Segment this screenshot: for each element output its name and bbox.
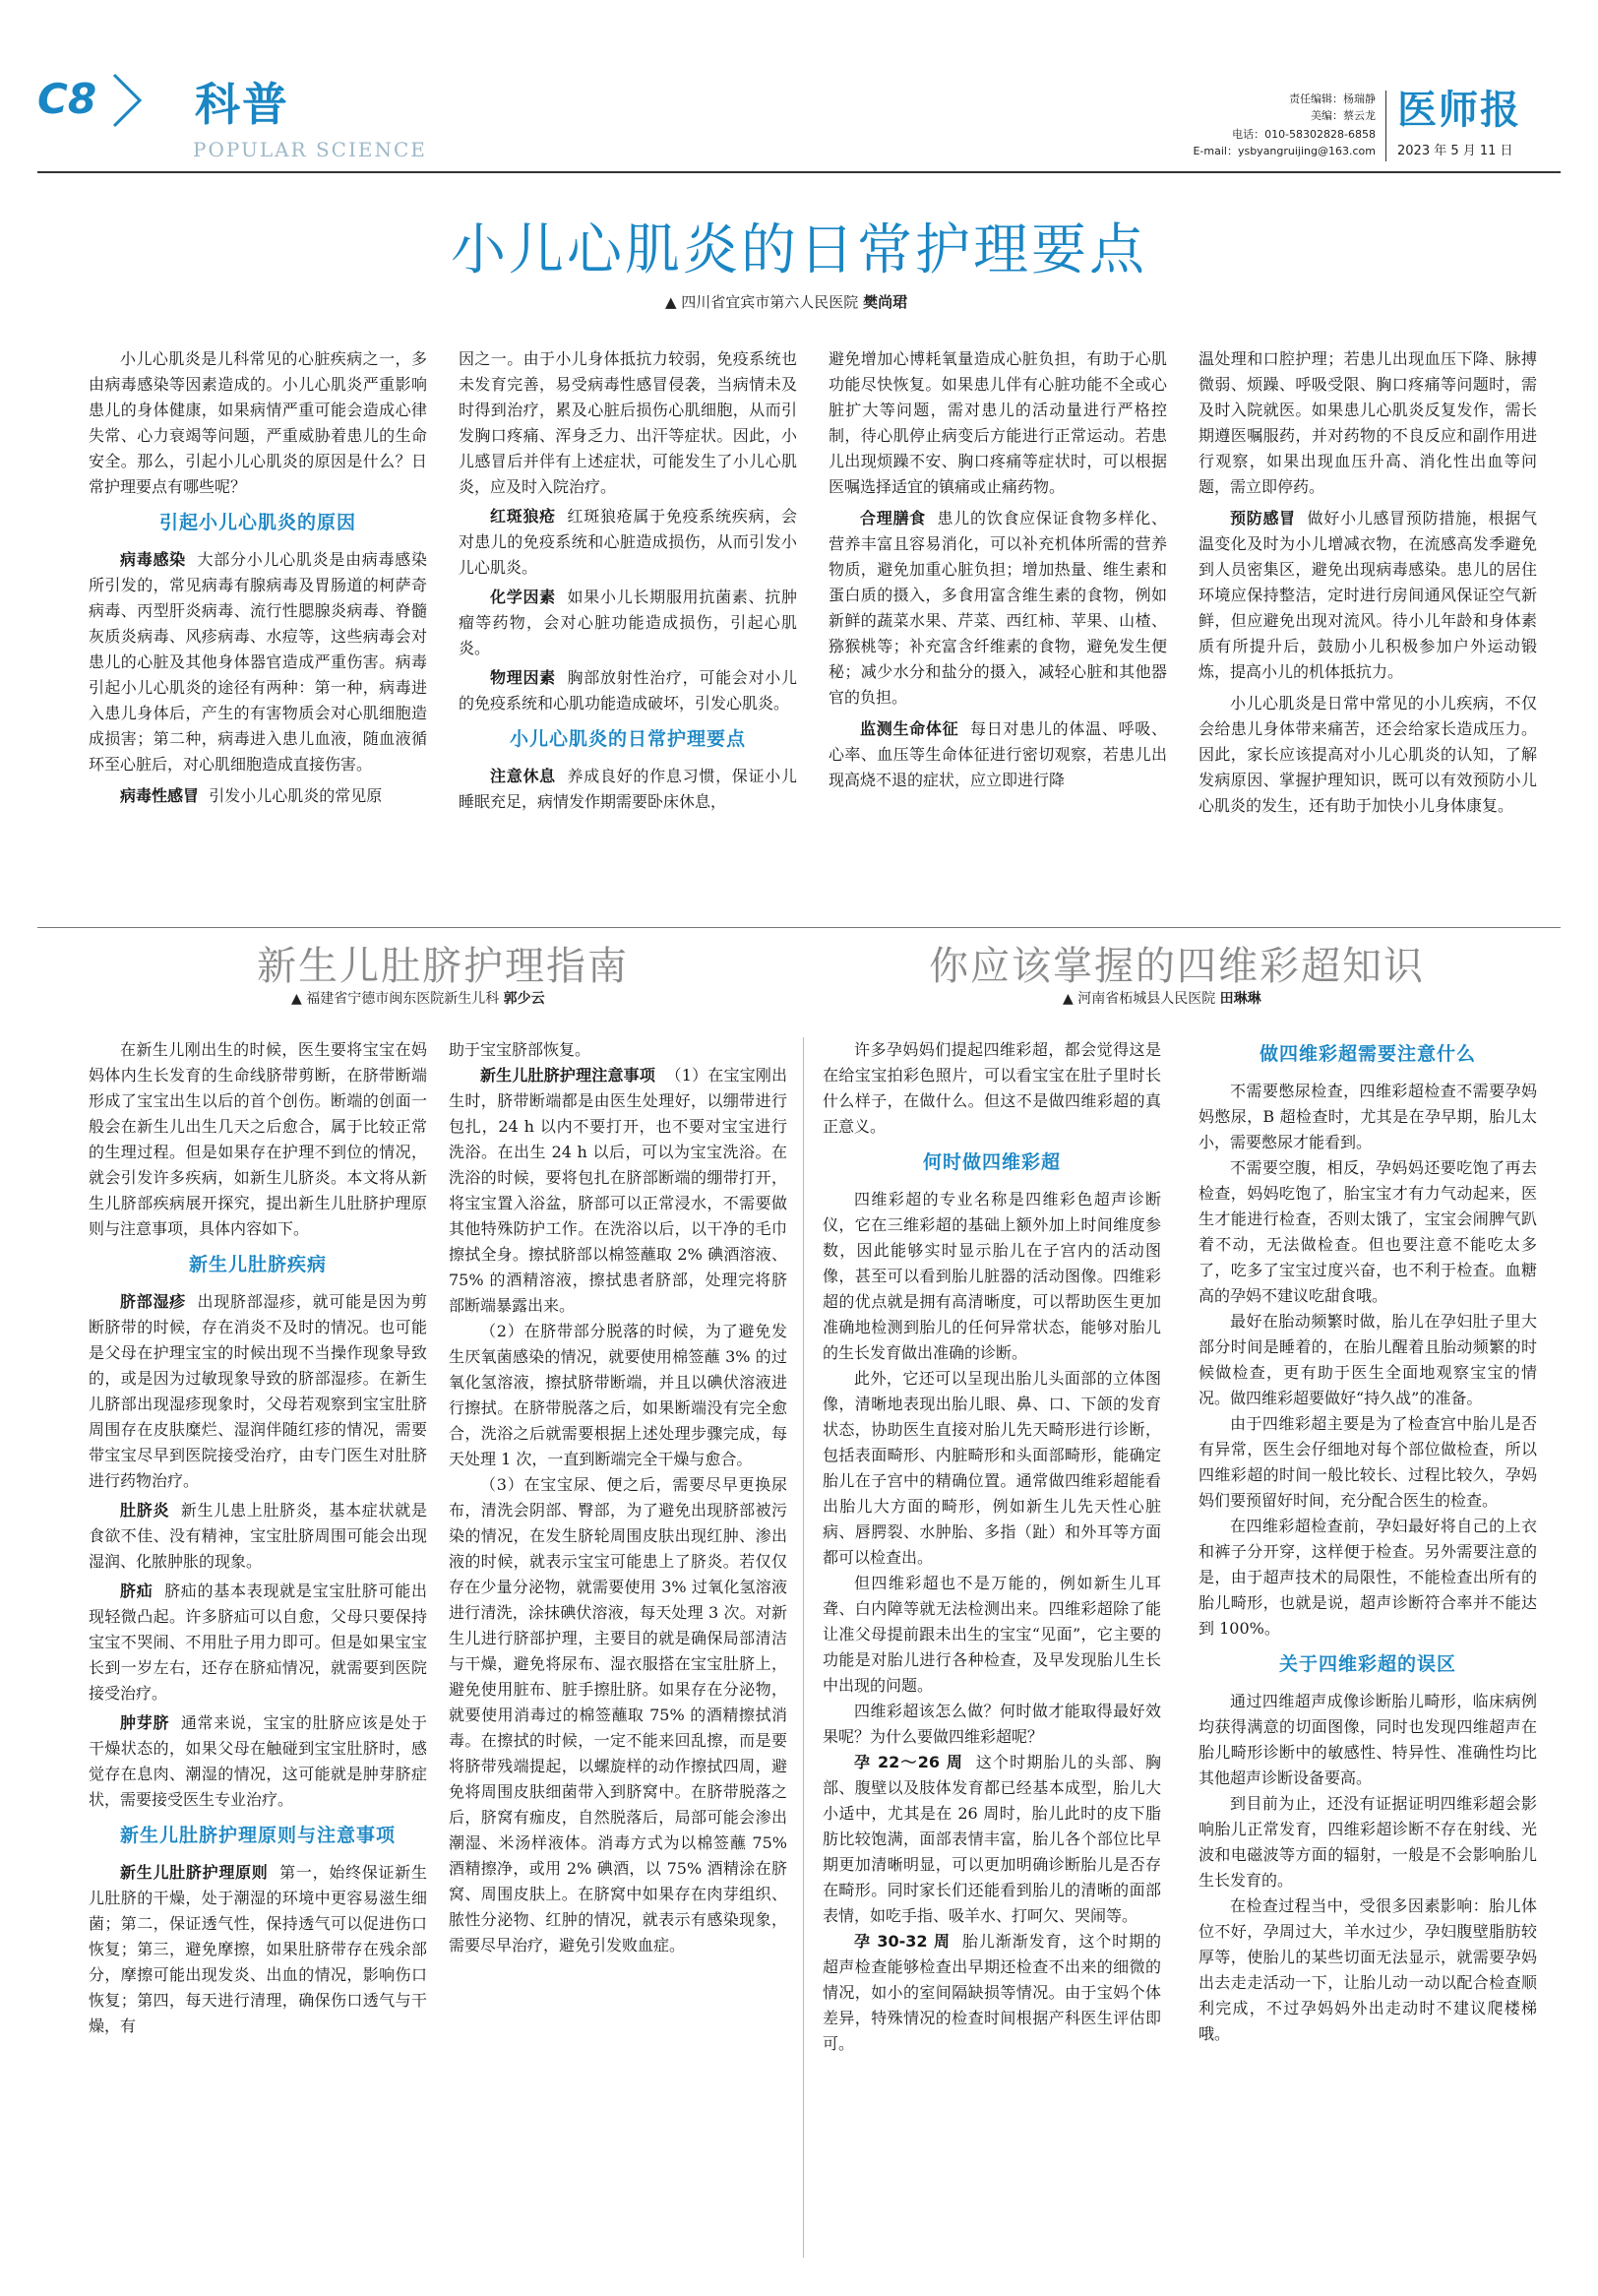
keyword: 肿芽脐 — [120, 1713, 170, 1732]
section-title: 科普 — [195, 78, 289, 131]
article-separator — [803, 1037, 804, 2258]
section-heading: 新生儿肚脐护理原则与注意事项 — [119, 1825, 396, 1846]
a3-column-1 — [823, 1037, 1161, 2057]
article-byline — [1063, 988, 1261, 1008]
paragraph — [1198, 506, 1537, 685]
a2-column-1 — [89, 1037, 427, 2039]
paragraph: 不需要空腹，相反，孕妈妈还要吃饱了再去检查，妈妈吃饱了，胎宝宝才有力气动起来，医生才能进行检查，否则太饿了，宝宝会闹脾气趴着不动，无法做检查。但也要注意不能吃太多了，吃多了宝宝过度兴奋，也不利于检查。血糖高的孕妈不建议吃甜食哦。 — [1198, 1158, 1537, 1305]
paragraph: 最好在胎动频繁时做，胎儿在孕妇肚子里大部分时间是睡着的，在胎儿醒着且胎动频繁的时候做检查，更有助于医生全面地观察宝宝的情况。做四维彩超要做好“持久战”的准备。 — [1198, 1312, 1537, 1407]
article-divider — [37, 927, 1561, 928]
text: （1）在宝宝刚出生时，脐带断端都是由医生处理好，以绷带进行包扎，24 h 以内不要打开，也不要对宝宝进行洗浴。在出生 24 h 以后，可以为宝宝洗浴。在洗浴的时候，要将包扎在脐部断端的绷带打开，将宝宝置入浴盆，脐部可以正常浸水，不需要做其他特殊防护工作。在洗浴以后，以干净的毛巾擦拭全身。擦拭脐部以棉签蘸取 2% 碘酒溶液、75% 的酒精溶液，擦拭患者脐部，处理完将脐部断端暴露出来。 — [449, 1066, 787, 1315]
keyword: 合理膳食 — [860, 509, 926, 527]
paragraph — [459, 665, 797, 716]
text: 通常来说，宝宝的肚脐应该是处于干燥状态的，如果父母在触碰到宝宝肚脐时，感觉存在息肉、潮湿的情况，这可能就是肿芽脐症状，需要接受医生专业治疗。 — [89, 1713, 427, 1809]
text: 患儿的饮食应保证食物多样化、营养丰富且容易消化，可以补充机体所需的营养物质，避免加重心脏负担；增加热量、维生素和蛋白质的摄入，多食用富含维生素的食物，例如新鲜的蔬菜水果、芹菜、西红柿、苹果、山楂、猕猴桃等；补充富含纤维素的食物，避免发生便秘；减少水分和盐分的摄入，减轻心脏和其他器官的负担。 — [829, 509, 1167, 707]
keyword: 物理因素 — [490, 668, 556, 687]
keyword: 肚脐炎 — [120, 1501, 170, 1520]
paragraph — [459, 764, 797, 815]
text: 胸部放射性治疗，可能会对小儿的免疫系统和心肌功能造成破坏，引发心肌炎。 — [459, 668, 797, 713]
byline-author: 樊尚珺 — [863, 293, 908, 311]
paragraph — [823, 1750, 1161, 1929]
article-title: 你应该掌握的四维彩超知识 — [929, 944, 1425, 989]
text: 出现脐部湿疹，就可能是因为剪断脐带的时候，存在消炎不及时的情况。也可能是父母在护理宝宝的时候出现不当操作现象导致的，或是因为过敏现象导致的脐部湿疹。在新生儿脐部出现湿疹现象时，父母若观察到宝宝肚脐周围存在皮肤糜烂、湿润伴随红疹的情况，需要带宝宝尽早到医院接受治疗，由专门医生对肚脐进行药物治疗。 — [89, 1292, 427, 1490]
designer-credit: 美编：蔡云龙 — [1311, 109, 1376, 122]
keyword: 监测生命体征 — [860, 719, 959, 738]
issue-date: 2023 年 5 月 11 日 — [1397, 144, 1513, 158]
header-rule — [37, 171, 1561, 173]
paragraph: 到目前为止，还没有证据证明四维彩超会影响胎儿正常发育，四维彩超诊断不存在射线、光波和电磁波等方面的辐射，一般是不会影响胎儿生长发育的。 — [1198, 1794, 1537, 1890]
paragraph: 避免增加心博耗氧量造成心脏负担，有助于心肌功能尽快恢复。如果患儿伴有心脏功能不全或心脏扩大等问题，需对患儿的活动量进行严格控制，待心肌停止病变后方能进行正常运动。若患儿出现烦躁不安、胸口疼痛等症状时，可以根据医嘱选择适宜的镇痛或止痛药物。 — [829, 349, 1167, 496]
byline-affiliation: ▲ 福建省宁德市闽东医院新生儿科 — [291, 991, 500, 1007]
text: 如果小儿长期服用抗菌素、抗肿瘤等药物，会对心脏功能造成损伤，引起心肌炎。 — [459, 588, 797, 657]
contact-email: E-mail：ysbyangruijing@163.com — [1193, 145, 1376, 157]
paragraph: 但四维彩超也不是万能的，例如新生儿耳聋、白内障等就无法检测出来。四维彩超除了能让准父母提前跟未出生的宝宝“见面”，它主要的功能是对胎儿进行各种检查，及早发现胎儿生长中出现的问题。 — [823, 1574, 1161, 1695]
keyword: 预防感冒 — [1230, 509, 1296, 527]
keyword: 新生儿肚脐护理注意事项 — [480, 1066, 655, 1085]
paragraph: （3）在宝宝尿、便之后，需要尽早更换尿布，清洗会阴部、臀部，为了避免出现脐部被污染的情况，在发生脐轮周围皮肤出现红肿、渗出液的时候，就表示宝宝可能患上了脐炎。若仅仅存在少量分泌物，就需要使用 3% 过氧化氢溶液进行清洗，涂抹碘伏溶液，每天处理 3 次。对新生儿进行脐部护理，主要目的就是确保局部清洁与干燥，避免将尿布、湿衣服搭在宝宝肚脐上，避免使用脏布、脏手擦肚脐。如果存在分泌物，就要使用消毒过的棉签蘸取 75% 的酒精擦拭消毒。在擦拭的时候，一定不能来回乱擦，而是要将脐带残端提起，以螺旋样的动作擦拭四周，避免将周围皮肤细菌带入到脐窝中。在脐带脱落之后，脐窝有痂皮，自然脱落后，局部可能会渗出潮湿、米汤样液体。消毒方式为以棉签蘸 75% 酒精擦净，或用 2% 碘酒，以 75% 酒精涂在脐窝、周围皮肤上。在脐窝中如果存在肉芽组织、脓性分泌物、红肿的情况，就表示有感染现象，需要尽早治疗，避免引发败血症。 — [449, 1475, 787, 1955]
byline-author: 郭少云 — [503, 991, 545, 1007]
byline-author: 田琳琳 — [1219, 991, 1261, 1007]
article-byline — [665, 291, 907, 312]
paragraph — [823, 1929, 1161, 2057]
section-heading: 引起小儿心肌炎的原因 — [158, 512, 356, 533]
text: 脐疝的基本表现就是宝宝肚脐可能出现轻微凸起。许多脐疝可以自愈，父母只要保持宝宝不哭闹、不用肚子用力即可。但是如果宝宝长到一岁左右，还存在脐疝情况，就需要到医院接受治疗。 — [89, 1582, 427, 1703]
a1-column-4 — [1198, 346, 1537, 819]
paragraph: 在四维彩超检查前，孕妇最好将自己的上衣和裤子分开穿，这样便于检查。另外需要注意的是，由于超声技术的局限性，不能检查出所有的胎儿畸形，也就是说，超声诊断符合率并不能达到 100%。 — [1198, 1517, 1537, 1638]
a1-column-3 — [829, 346, 1167, 793]
paragraph — [89, 783, 427, 809]
text: 红斑狼疮属于免疫系统疾病，会对患儿的免疫系统和心脏造成损伤，从而引发小儿心肌炎。 — [459, 507, 797, 577]
paragraph: 通过四维超声成像诊断胎儿畸形，临床病例均获得满意的切面图像，同时也发现四维超声在胎儿畸形诊断中的敏感性、特异性、准确性均比其他超声诊断设备要高。 — [1198, 1692, 1537, 1787]
section-subtitle: POPULAR SCIENCE — [193, 138, 427, 161]
text: 养成良好的作息习惯，保证小儿睡眠充足，病情发作期需要卧床休息， — [459, 767, 797, 811]
paragraph: 在检查过程当中，受很多因素影响：胎儿体位不好，孕周过大，羊水过少，孕妇腹壁脂肪较厚等，使胎儿的某些切面无法显示，就需要孕妈出去走走活动一下，让胎儿动一动以配合检查顺利完成，不过孕妈妈外出走动时不建议爬楼梯哦。 — [1198, 1896, 1537, 2043]
a2-column-2 — [449, 1037, 787, 1958]
keyword: 注意休息 — [490, 767, 556, 785]
paragraph: 温处理和口腔护理；若患儿出现血压下降、脉搏微弱、烦躁、呼吸受限、胸口疼痛等问题时，需及时入院就医。如果患儿心肌炎反复发作，需长期遵医嘱服药，并对药物的不良反应和副作用进行观察，如果出现血压升高、消化性出血等问题，需立即停药。 — [1198, 349, 1537, 496]
paragraph — [89, 1860, 427, 2039]
byline-affiliation: ▲ 四川省宜宾市第六人民医院 — [665, 293, 859, 311]
paragraph: 由于四维彩超主要是为了检查宫中胎儿是否有异常，医生会仔细地对每个部位做检查，所以四维彩超的时间一般比较长、过程比较久，孕妈妈们要预留好时间，充分配合医生的检查。 — [1198, 1414, 1537, 1510]
article-title: 小儿心肌炎的日常护理要点 — [451, 218, 1147, 282]
paragraph: 此外，它还可以呈现出胎儿头面部的立体图像，清晰地表现出胎儿眼、鼻、口、下颌的发育状态，协助医生直接对胎儿先天畸形进行诊断，包括表面畸形、内脏畸形和头面部畸形，能确定胎儿在子宫中的精确位置。通常做四维彩超能看出胎儿大方面的畸形，例如新生儿先天性心脏病、唇腭裂、水肿胎、多指（趾）和外耳等方面都可以检查出。 — [823, 1369, 1161, 1567]
article-byline — [291, 988, 545, 1008]
keyword: 红斑狼疮 — [490, 507, 556, 526]
paragraph: 不需要憋尿检查，四维彩超检查不需要孕妈妈憋尿，B 超检查时，尤其是在孕早期，胎儿太小，需要憋尿才能看到。 — [1198, 1082, 1537, 1151]
paragraph — [89, 1710, 427, 1813]
paragraph: 小儿心肌炎是日常中常见的小儿疾病，不仅会给患儿身体带来痛苦，还会给家长造成压力。因此，家长应该提高对小儿心肌炎的认知，了解发病原因、掌握护理知识，既可以有效预防小儿心肌炎的发生，还有助于加快小儿身体康复。 — [1198, 694, 1537, 815]
paragraph — [829, 506, 1167, 711]
paragraph — [459, 585, 797, 661]
section-heading: 何时做四维彩超 — [922, 1151, 1061, 1173]
paragraph — [89, 547, 427, 777]
text: 引发小儿心肌炎的常见原 — [209, 786, 383, 805]
text: 做好小儿感冒预防措施，根据气温变化及时为小儿增减衣物，在流感高发季避免到人员密集区，避免出现病毒感染。患儿的居住环境应保持整洁，定时进行房间通风保证空气新鲜，但应避免出现对流风。待小儿年龄和身体素质有所提升后，鼓励小儿积极参加户外运动锻炼，提高小儿的机体抵抗力。 — [1198, 509, 1537, 681]
paragraph — [829, 716, 1167, 793]
text: 每日对患儿的体温、呼吸、心率、血压等生命体征进行密切观察，若患儿出现高烧不退的症状，应立即进行降 — [829, 719, 1167, 789]
keyword: 新生儿肚脐护理原则 — [120, 1863, 269, 1882]
text: 这个时期胎儿的头部、胸部、腹壁以及肢体发育都已经基本成型，胎儿大小适中，尤其是在 26 周时，胎儿此时的皮下脂肪比较饱满，面部表情丰富，胎儿各个部位比早期更加清晰明显，可以更加明确诊断胎儿是否存在畸形。同时家长们还能看到胎儿的清晰的面部表情，如吃手指、吸羊水、打呵欠、哭闹等。 — [823, 1753, 1161, 1925]
a1-column-2 — [459, 346, 797, 815]
a1-column-1 — [89, 346, 427, 809]
section-heading: 做四维彩超需要注意什么 — [1259, 1043, 1476, 1065]
text: 新生儿患上肚脐炎，基本症状就是食欲不佳、没有精神，宝宝肚脐周围可能会出现湿润、化脓肿胀的现象。 — [89, 1501, 427, 1571]
keyword: 脐部湿疹 — [120, 1292, 186, 1311]
paragraph: 助于宝宝脐部恢复。 — [449, 1040, 591, 1059]
text: 第一，始终保证新生儿肚脐的干燥，处于潮湿的环境中更容易滋生细菌；第二，保证透气性，保持透气可以促进伤口恢复；第三，避免摩擦，如果肚脐带存在残余部分，摩擦可能出现发炎、出血的情况，影响伤口恢复；第四，每天进行清理，确保伤口透气与干燥，有 — [89, 1863, 427, 2035]
article-title: 新生儿肚脐护理指南 — [257, 944, 629, 989]
keyword: 孕 22～26 周 — [854, 1753, 964, 1771]
paragraph: 小儿心肌炎是儿科常见的心脏疾病之一，多由病毒感染等因素造成的。小儿心肌炎严重影响患儿的身体健康，如果病情严重可能会造成心律失常、心力衰竭等问题，严重威胁着患儿的生命安全。那么，引起小儿心肌炎的原因是什么？日常护理要点有哪些呢？ — [89, 349, 427, 496]
section-heading: 新生儿肚脐疾病 — [188, 1254, 327, 1275]
paragraph: （2）在脐带部分脱落的时候，为了避免发生厌氧菌感染的情况，就要使用棉签蘸 3% 的过氧化氢溶液，擦拭脐带断端，并且以碘伏溶液进行擦拭。在脐带脱落之后，如果断端没有完全愈合，洗浴之后就需要根据上述处理步骤完成，每天处理 1 次，一直到断端完全干燥与愈合。 — [449, 1322, 787, 1468]
paragraph: 四维彩超该怎么做？何时做才能取得最好效果呢？为什么要做四维彩超呢？ — [823, 1702, 1161, 1746]
paragraph — [449, 1063, 787, 1319]
text: 胎儿渐渐发育，这个时期的超声检查能够检查出早期还检查不出来的细微的情况，如小的室间隔缺损等情况。由于宝妈个体差异，特殊情况的检查时间根据产科医生评估即可。 — [823, 1932, 1161, 2053]
keyword: 孕 30-32 周 — [854, 1932, 951, 1951]
keyword: 脐疝 — [120, 1582, 154, 1600]
editor-credit: 责任编辑：杨瑞静 — [1289, 93, 1376, 105]
paragraph — [89, 1579, 427, 1706]
chevron-icon — [108, 71, 148, 134]
paragraph: 四维彩超的专业名称是四维彩色超声诊断仪，它在三维彩超的基础上额外加上时间维度参数，因此能够实时显示胎儿在子宫内的活动图像，甚至可以看到胎儿脏器的活动图像。四维彩超的优点就是拥有高清晰度，可以帮助医生更加准确地检测到胎儿的任何异常状态，能够对胎儿的生长发育做出准确的诊断。 — [823, 1190, 1161, 1362]
newspaper-name: 医师报 — [1397, 88, 1521, 133]
text: 大部分小儿心肌炎是由病毒感染所引发的，常见病毒有腺病毒及胃肠道的柯萨奇病毒、丙型肝炎病毒、流行性腮腺炎病毒、脊髓灰质炎病毒、风疹病毒、水痘等，这些病毒会对患儿的心脏及其他身体器官造成严重伤害。病毒引起小儿心肌炎的途径有两种：第一种，病毒进入患儿身体后，产生的有害物质会对心肌细胞造成损害；第二种，病毒进入患儿血液，随血液循环至心脏后，对心肌细胞造成直接伤害。 — [89, 550, 427, 774]
contact-phone: 电话：010-58302828-6858 — [1232, 128, 1376, 141]
paragraph: 在新生儿刚出生的时候，医生要将宝宝在妈妈体内生长发育的生命线脐带剪断，在脐带断端形成了宝宝出生以后的首个创伤。断端的创面一般会在新生儿出生几天之后愈合，属于比较正常的生理过程。但是如果存在护理不到位的情况，就会引发许多疾病，如新生儿脐炎。本文将从新生儿脐部疾病展开探究，提出新生儿肚脐护理原则与注意事项，具体内容如下。 — [89, 1040, 427, 1238]
keyword: 病毒性感冒 — [120, 786, 200, 805]
keyword: 化学因素 — [490, 588, 556, 606]
keyword: 病毒感染 — [120, 550, 186, 569]
section-heading: 关于四维彩超的误区 — [1278, 1653, 1456, 1675]
paragraph — [89, 1498, 427, 1575]
paragraph — [459, 504, 797, 581]
page-number: C8 — [37, 75, 97, 123]
paragraph — [89, 1289, 427, 1494]
byline-affiliation: ▲ 河南省柘城县人民医院 — [1063, 991, 1216, 1007]
paragraph: 许多孕妈妈们提起四维彩超，都会觉得这是在给宝宝拍彩色照片，可以看宝宝在肚子里时长什么样子，在做什么。但这不是做四维彩超的真正意义。 — [823, 1040, 1161, 1136]
paragraph: 因之一。由于小儿身体抵抗力较弱，免疫系统也未发育完善，易受病毒性感冒侵袭，当病情未及时得到治疗，累及心脏后损伤心肌细胞，从而引发胸口疼痛、浑身乏力、出汗等症状。因此，小儿感冒后并伴有上述症状，可能发生了小儿心肌炎，应及时入院治疗。 — [459, 349, 797, 496]
a3-column-2 — [1198, 1037, 1537, 2047]
section-heading: 小儿心肌炎的日常护理要点 — [509, 728, 746, 750]
header-divider — [1385, 91, 1386, 161]
